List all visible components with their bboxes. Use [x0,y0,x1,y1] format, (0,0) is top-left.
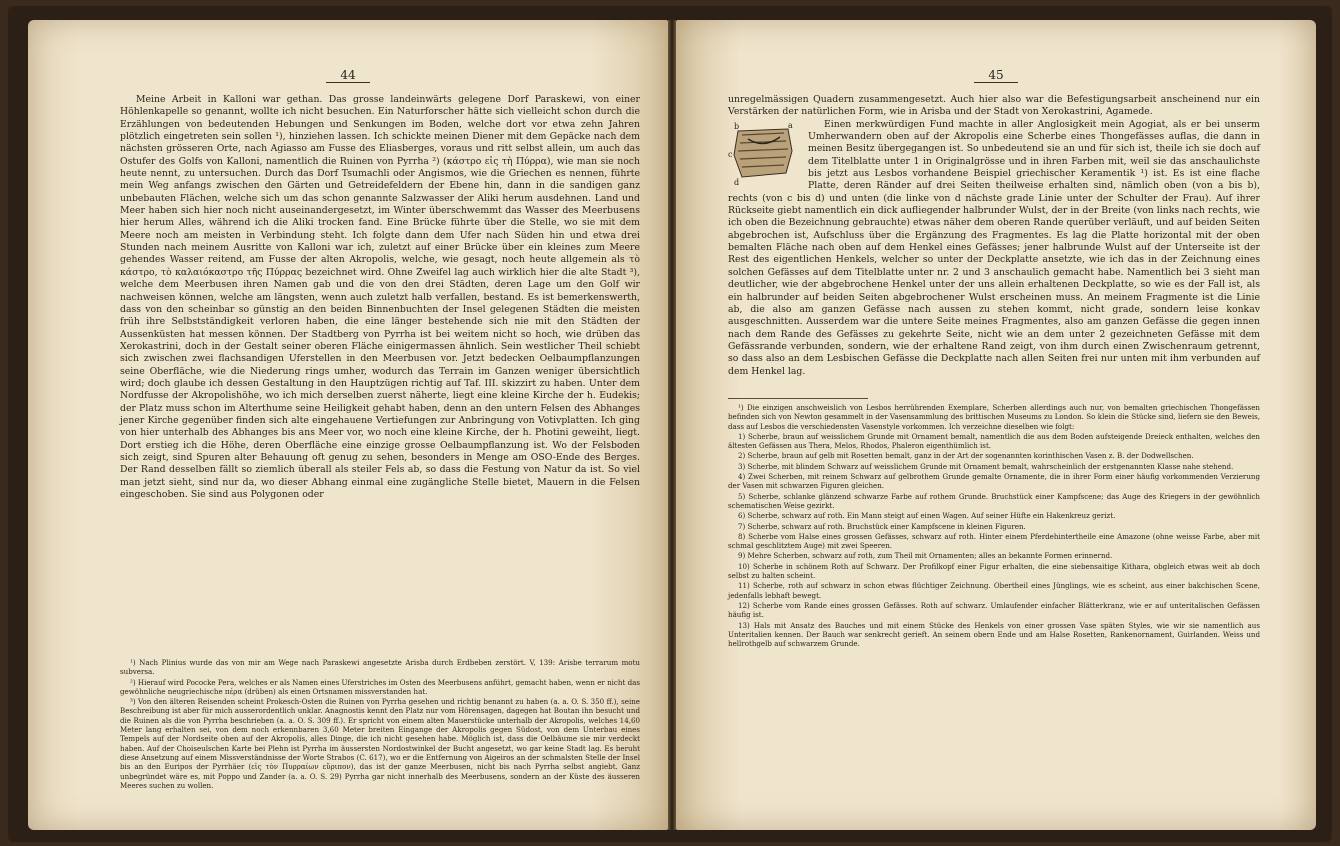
footnote: ³) Von den älteren Reisenden scheint Prokesch-Osten die Ruinen von Pyrrha gesehen und richtig benannt zu haben (a. a. O. S. 350 ff.), seine Beschreibung ist aber für mich ausserordentlich unklar. Anagnostis kennt den Platz nur vom Hörensagen, dagegen hat Boutan ihn besucht und die Ruinen als die von Pyrrha beschrieben (a. a. O. S. 309 ff.). Er spricht von einem alten Mauerstücke unterhalb der Akropolis, welches 14,60 Meter lang erhalten sei, von dem noch erkennbaren 3,60 Meter breiten Eingange der Akropolis gegen Südost, von dem Unterbau eines Tempels auf der Nordseite oben auf der Akropolis, alles Dinge, die ich nicht gesehen habe. Möglich ist, dass die Oelbäume sie mir verdeckt haben. Auf der Choiseulschen Karte bei Plehn ist Pyrrha im äussersten Nordostwinkel der Bucht angesetzt, wo gar keine Stadt lag. Es beruht diese Ansetzung auf einem Missverständnisse der Worte Strabos (C. 617), wo er die Entfernung von Aigeiros an der schmalsten Stelle der Insel bis an den Euripos der Pyrrhäer (εἰς τὸν Πυρραίων εὔριπον), das ist der ganze Meerbusen, nicht bis nach Pyrrha selbst angiebt. Ganz unbegründet wäre es, mit Poppo und Zander (a. a. O. S. 29) Pyrrha gar nicht innerhalb des Meerbusens, sondern an der Küste des äusseren Meeres suchen zu wollen. [120,697,640,790]
right-paragraph: Einen merkwürdigen Fund machte in aller Anglosigkeit mein Agogiat, als er bei unserm Umherwandern oben auf der Akropolis eine Scherbe eines Thongefässes auflas, die dann in meinen Besitz übergegangen ist. So unbedeutend sie an und für sich ist, theile ich sie doch auf dem Titelblatte unter 1 in Originalgrösse und in ihren Farben mit, weil sie das anschaulichste bis jetzt aus Lesbos vorhandene Beispiel griechischer Keramentik ¹) ist. Es ist eine flache Platte, deren Ränder auf drei Seiten theilweise erhalten sind, nämlich oben (von a bis b), rechts (von c bis d) und unten (die linke von d nächste grade Linie unter der Schulter der Frau). Auf ihrer Rückseite giebt namentlich ein dick aufliegender halbrunder Wulst, der in der Breite (von links nach rechts, wie ich oben die Bezeichnung gebrauchte) etwas näher dem oberen Rande querüber verläuft, und auf beiden Seiten abgebrochen ist, Aufschluss über die Ergänzung des Fragmentes. Es lag die Platte horizontal mit der oben bemalten Fläche nach oben auf dem Henkel eines Gefässes; jener halbrunde Wulst auf der Unterseite ist der Rest des eigentlichen Henkels, welcher so unter der Deckplatte ansetzte, wie ich das in der Zeichnung eines solchen Gefässes auf dem Titelblatte unter nr. 2 und 3 anschaulich gemacht habe. Namentlich bei 3 sieht man deutlicher, wie der abgebrochene Henkel unter der uns allein erhaltenen Deckplatte, so wie es der Fall ist, als ein halbrunder auf beiden Seiten abgebrochener Wulst erscheinen muss. An meinem Fragmente ist die Linie ab, die also am ganzen Gefässe nach aussen zu stehen kommt, nicht grade, sondern leise konkav ausgeschnitten. Ausserdem war die untere Seite meines Fragmentes, also am ganzen Gefässe die gegen innen nach dem Rande des Gefässes zu gekehrte Seite, nicht wie an dem unter 2 gezeichneten Gefässe mit dem Gefässrande verbunden, sondern, wie der erhaltene Rand zeigt, von ihm durch einen Zwischenraum getrennt, so dass also an dem Lesbischen Gefässe die Deckplatte nach allen Seiten frei nur unten mit ihm verbunden auf dem Henkel lag. [728,118,1260,377]
footnote: 10) Scherbe in schönem Roth auf Schwarz. Der Profilkopf einer Figur erhalten, die eine siebensaitige Kithara, obgleich etwas weit ab doch selbst zu halten scheint. [728,561,1260,581]
footnote: 3) Scherbe, mit blindem Schwarz auf weisslichem Grunde mit Ornament bemalt, wahrscheinlich der erstgenannten Klasse nahe stehend. [738,461,1234,471]
footnote: 1) Scherbe, braun auf weisslichem Grunde mit Ornament bemalt, namentlich die aus dem Boden aufsteigende Dreieck enthalten, welches den ältesten Gefässen aus Thera, Melos, Rhodos, Phaleron eigenthümlich ist. [728,431,1260,451]
footnote: ¹) Die einzigen anschweislich von Lesbos herrührenden Exemplare, Scherben allerdings auch nur, von bemalten griechischen Thongefässen befinden sich von Newton gesammelt in der Vasensammlung des brittischen Museums zu London. So klein die Stücke sind, liefern sie den Beweis, dass auf Lesbos die verschiedensten Vasenstyle vorkommen. Ich verzeichne dieselben wie folgt: [728,403,1260,431]
right-footnotes [728,392,1260,649]
footnote: 6) Scherbe, schwarz auf roth. Ein Mann steigt auf einen Wagen. Auf seiner Hüfte ein Hakenkreuz gerizt. [738,511,1116,521]
footnote: 12) Scherbe vom Rande eines grossen Gefässes. Roth auf schwarz. Umlaufender einfacher Blätterkranz, wie er auf unteritalischen Gefässen häufig ist. [728,600,1260,620]
footnote: 4) Zwei Scherben, mit reinem Schwarz auf gelbrothem Grunde gemalte Ornamente, die in ihrer Form einer häufig vorkommenden Verzierung der Vasen mit schwarzen Figuren gleichen. [728,472,1260,491]
left-footnotes [120,658,640,791]
footnote: ²) Hierauf wird Pococke Pera, welches er als Namen eines Uferstriches im Osten des Meerbusens anführt, gemacht haben, wenn er nicht das gewöhnliche neugriechische πέρα (drüben) als einen Ortsnamen missverstanden hat. [120,677,640,696]
figure-label-d: d [734,177,740,187]
page-number-right: 45 [676,68,1316,82]
right-body-text [728,94,1260,378]
footnote-rule [728,398,868,399]
footnote: 2) Scherbe, braun auf gelb mit Rosetten bemalt, ganz in der Art der sogenannten korinthischen Vasen z. B. der Dodwellschen. [738,451,1194,461]
book-gutter [668,20,676,830]
footnote: 8) Scherbe vom Halse eines grossen Gefässes, schwarz auf roth. Hinter einem Pferdehintertheile eine Amazone (ohne weisse Farbe, aber mit schmal geschlitztem Auge) mit zwei Speeren. [728,531,1260,551]
book-spread [8,6,1332,842]
left-body-text [120,94,640,501]
sherd-illustration [728,121,800,187]
figure-label-a: a [788,120,793,130]
page-number-left: 44 [28,68,668,82]
footnote: 13) Hals mit Ansatz des Bauches und mit einem Stücke des Henkels von einer grossen Vase späten Styles, wie wir sie namentlich aus Unteritalien kennen. Der Bauch war senkrecht gerieft. An seinem obern Ende und am Halse Rosetten, Rankenornament, Guirlanden. Weiss und hellrothgelb auf schwarzem Grunde. [728,620,1260,649]
left-paragraph: Meine Arbeit in Kalloni war gethan. Das grosse landeinwärts gelegene Dorf Paraskewi, von einer Höhlenkapelle so genannt, wollte ich nicht besuchen. Ein Naturforscher hätte sich vielleicht schon durch die Erzählungen von bedeutenden Hebungen und Senkungen im Boden, welche dort vor etwa zehn Jahren plötzlich eingetreten sein sollen ¹), hinziehen lassen. Ich schickte meinen Diener mit dem Gepäcke nach dem nächsten grösseren Orte, nach Agiasso am Fusse des Eliasberges, voraus und ritt selbst allein, um auch das Ostufer des Golfs von Kalloni, namentlich die Ruinen von Pyrrha ²) (κάστρο εἰς τὴ Πύρρα), wie man sie noch heute nennt, zu untersuchen. Durch das Dorf Tsumachli oder Angismos, wie die Griechen es nennen, führte mein Weg anfangs zwischen den Gärten und Getreidefeldern der Ebene hin, dann in die sandigen ganz unbebauten Flächen, welche sich um das schon genannte Salzwasser der Aliki herum ausdehnen. Land und Meer haben sich hier noch nicht auseinandergesetzt, im Winter überschwemmt das Wasser des Meerbusens hier herum Alles, während ich die Aliki trocken fand. Eine Brücke führte über die Stelle, wo sie mit dem Meere noch am meisten in Verbindung steht. Ich folgte dann dem Ufer nach Süden hin und etwa drei Stunden nach meinem Ausritte von Kalloni war ich, zuletzt auf einer Brücke über ein kleines zum Meere gehendes Wasser reitend, am Fusse der alten Akropolis, welche, wie gesagt, noch heute allgemein als τὸ κάστρο, τὸ καλαιόκαστρο τῆς Πύρρας bezeichnet wird. Ohne Zweifel lag auch wirklich hier die alte Stadt ³), welche dem Meerbusen ihren Namen gab und die von den drei Städten, deren Lage um den Golf wir nachweisen können, welche am längsten, wenn auch zuletzt halb verfallen, bestand. Es ist bemerkenswerth, dass von den scheinbar so günstig an den beiden Binnenbuchten der Insel gelegenen Städten die meisten früh ihre Selbstständigkeit verloren haben, die eine länger bestehende sich nie mit den Städten der Aussenküsten hat messen können. Der Stadtberg von Pyrrha ist bei weitem nicht so hoch, wie drüben das Xerokastrini, doch in der Gestalt seiner oberen Fläche einigermassen ähnlich. Sein westlicher Theil schiebt sich zwischen zwei flachsandigen Uferstellen in den Meerbusen vor. Jetzt bedecken Oelbaumpflanzungen seine Oberfläche, wie die Niederung rings umher, wodurch das Terrain im Ganzen weniger übersichtlich wird; doch glaube ich dessen Gestaltung in den Hauptzügen richtig auf Taf. III. skizzirt zu haben. Unter dem Nordfusse der Akropolishöhe, wo ich mich derselben zuerst näherte, liegt eine kleine Kirche der h. Eudekis; der Platz muss schon im Alterthume seine Heiligkeit gehabt haben, denn an den untern Felsen des Abhanges jener Kirche gegenüber finden sich alte eingehauene Vertiefungen zur Anbringung von Votivplatten. Ich ging von hier unterhalb des Abhanges bis ans Meer vor, wo noch eine kleine Kirche, der h. Photini geweiht, liegt. Dort erstieg ich die Höhe, deren Oberfläche eine einzige grosse Oelbaumpflanzung ist. Wo der Felsboden sich zeigt, sind Spuren alter Behauung oft genug zu sehen, besonders in Menge am OSO-Ende des Berges. Der Rand desselben fällt so ziemlich überall als steiler Fels ab, so dass die Festung von Natur da ist. So viel man jetzt sieht, sind nur da, wo dieser Abhang einmal eine zugängliche Stelle bietet, Mauern in die Felsen eingeschoben. Sie sind aus Polygonen oder [120,94,640,500]
figure-label-c: c [728,149,733,159]
right-page [676,20,1316,830]
footnote: 7) Scherbe, schwarz auf roth. Bruchstück einer Kampfscene in kleinen Figuren. [738,521,1026,531]
footnote: ¹) Nach Plinius wurde das von mir am Wege nach Paraskewi angesetzte Arisba durch Erdbeben zerstört. V, 139: Arisbe terrarum motu subversa. [120,658,640,677]
left-page [28,20,668,830]
footnote: 5) Scherbe, schlanke glänzend schwarze Farbe auf rothem Grunde. Bruchstück einer Kampfscene; das Auge des Kriegers in der gewöhnlich schematischen Weise gezirkt. [728,491,1260,510]
right-paragraph: unregelmässigen Quadern zusammengesetzt. Auch hier also war die Befestigungsarbeit anscheinend nur ein Verstärken der natürlichen Form, wie in Arisba und der Stadt von Xerokastrini, Agamede. [728,94,1260,118]
footnote: 11) Scherbe, roth auf schwarz in schon etwas flüchtiger Zeichnung. Obertheil eines Jünglings, wie es scheint, aus einer bakchischen Scene, jedenfalls lebhaft bewegt. [728,581,1260,600]
figure-label-b: b [734,121,740,131]
footnote: 9) Mehre Scherben, schwarz auf roth, zum Theil mit Ornamenten; alles an bekannte Formen erinnernd. [738,551,1113,561]
